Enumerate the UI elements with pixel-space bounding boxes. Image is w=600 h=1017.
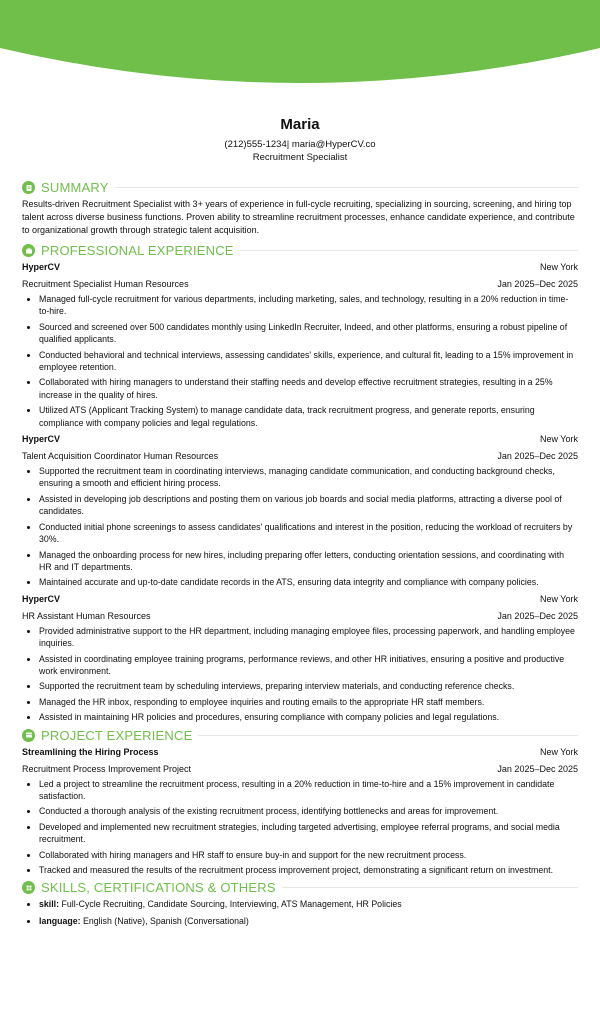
entry-bullets <box>22 625 578 724</box>
section-divider <box>115 187 578 188</box>
projects-section-header <box>22 728 578 743</box>
bullet-item: • Developed and implemented new recruitment strategies, including targeted advertising, employee referral programs, and social media recruitment. <box>39 821 578 846</box>
entry-dates: Jan 2025–Dec 2025 <box>497 763 578 774</box>
entry-location: New York <box>539 746 578 757</box>
entry-bullets <box>22 465 578 589</box>
header-wave-decoration <box>0 0 600 90</box>
entry-title: Talent Acquisition Coordinator Human Resources <box>22 451 219 462</box>
experience-title: PROFESSIONAL EXPERIENCE <box>41 243 234 258</box>
summary-title: SUMMARY <box>41 180 109 195</box>
bullet-item: • Collaborated with hiring managers and HR staff to ensure buy-in and support for the new recruitment process. <box>39 849 578 861</box>
briefcase-icon <box>22 244 35 257</box>
entry-location: New York <box>539 593 578 604</box>
bullet-item: • Conducted behavioral and technical interviews, assessing candidates' skills, experience, and cultural fit, leading to a 15% improvement in employee retention. <box>39 349 578 374</box>
skills-list <box>22 898 578 927</box>
experience-section-header <box>22 243 578 258</box>
bullet-item: • Provided administrative support to the HR department, including managing employee files, processing paperwork, and handling employee inquiries. <box>39 625 578 650</box>
section-divider <box>198 735 578 736</box>
entry-company: HyperCV <box>22 593 61 604</box>
bullet-item: • Managed the HR inbox, responding to employee inquiries and routing emails to the appropriate HR staff members. <box>39 696 578 708</box>
section-divider <box>282 887 578 888</box>
summary-text: Results-driven Recruitment Specialist with 3+ years of experience in full-cycle recruiting, specializing in sourcing, screening, and hiring top talent across diverse business functions. Proven ability to streamline recruitment processes, enhance candidate experience, and contribute to organizational growth through strategic talent acquisition. <box>22 199 575 235</box>
experience-entry <box>22 261 578 429</box>
summary-icon <box>22 181 35 194</box>
candidate-name: Maria <box>280 116 320 133</box>
project-entry <box>22 746 578 877</box>
entry-title: HR Assistant Human Resources <box>22 610 151 621</box>
project-icon <box>22 729 35 742</box>
section-divider <box>240 250 578 251</box>
project-name: Streamlining the Hiring Process <box>22 746 159 757</box>
bullet-item: • Maintained accurate and up-to-date candidate records in the ATS, ensuring data integrity and compliance with company policies. <box>39 576 578 588</box>
skills-section-header <box>22 880 578 895</box>
skill-label: skill: <box>39 899 60 910</box>
experience-entry <box>22 433 578 589</box>
projects-title: PROJECT EXPERIENCE <box>41 727 193 743</box>
resume-body <box>22 176 578 931</box>
entry-bullets <box>22 778 578 877</box>
entry-dates: Jan 2025–Dec 2025 <box>497 610 578 621</box>
bullet-item: • Led a project to streamline the recruitment process, resulting in a 20% reduction in time-to-hire and a 15% improvement in candidate satisfaction. <box>39 778 578 803</box>
summary-section-header <box>22 180 578 195</box>
candidate-role: Recruitment Specialist <box>252 152 348 163</box>
entry-location: New York <box>539 262 578 272</box>
skills-icon <box>22 881 35 894</box>
entry-bullets <box>22 293 578 429</box>
bullet-item: • Assisted in developing job descriptions and posting them on various job boards and social media platforms, attracting a diverse pool of candidates. <box>39 493 578 518</box>
language-item <box>39 915 578 927</box>
entry-dates: Jan 2025–Dec 2025 <box>497 279 578 289</box>
bullet-item: • Conducted initial phone screenings to assess candidates' qualifications and interest in the position, reducing the workload of recruiters by 30%. <box>39 521 578 546</box>
bullet-item: • Utilized ATS (Applicant Tracking System) to manage candidate data, track recruitment progress, and generate reports, ensuring compliance with company policies and legal regulations. <box>39 404 578 429</box>
bullet-item: • Managed the onboarding process for new hires, including preparing offer letters, conducting orientation sessions, and coordinating with HR and IT departments. <box>39 549 578 574</box>
bullet-item: • Tracked and measured the results of the recruitment process improvement project, demonstrating a significant return on investment. <box>39 864 578 876</box>
experience-entry <box>22 593 578 724</box>
language-label: language: <box>39 915 81 926</box>
bullet-item: • Collaborated with hiring managers to understand their staffing needs and develop effective recruitment strategies, resulting in a 25% increase in the quality of hires. <box>39 376 578 401</box>
bullet-item: • Assisted in maintaining HR policies and procedures, ensuring compliance with company policies and legal regulations. <box>39 711 578 723</box>
skills-title: SKILLS, CERTIFICATIONS & OTHERS <box>41 880 276 896</box>
entry-company: HyperCV <box>22 434 61 445</box>
entry-company: HyperCV <box>22 262 61 272</box>
bullet-item: • Supported the recruitment team in coordinating interviews, managing candidate communication, and conducting background checks, ensuring a smooth and efficient hiring process. <box>39 465 578 490</box>
skill-value: Full-Cycle Recruiting, Candidate Sourcing, Interviewing, ATS Management, HR Policies <box>61 899 402 910</box>
language-value: English (Native), Spanish (Conversational) <box>83 915 249 926</box>
bullet-item: • Sourced and screened over 500 candidates monthly using LinkedIn Recruiter, Indeed, and other platforms, ensuring a robust pipeline of qualified applicants. <box>39 321 578 346</box>
entry-title: Recruitment Specialist Human Resources <box>22 279 189 289</box>
bullet-item: • Assisted in coordinating employee training programs, performance reviews, and other HR initiatives, ensuring a positive and productive work environment. <box>39 653 578 678</box>
bullet-item: • Managed full-cycle recruitment for various departments, including marketing, sales, and technology, resulting in a 20% reduction in time-to-hire. <box>39 293 578 318</box>
entry-title: Recruitment Process Improvement Project <box>22 763 192 774</box>
resume-header <box>0 116 600 164</box>
skill-item <box>39 898 578 910</box>
bullet-item: • Supported the recruitment team by scheduling interviews, preparing interview materials, and conducting reference checks. <box>39 680 578 692</box>
contact-info: (212)555-1234| maria@HyperCV.co <box>224 139 376 150</box>
entry-dates: Jan 2025–Dec 2025 <box>497 451 578 462</box>
bullet-item: • Conducted a thorough analysis of the existing recruitment process, identifying bottlenecks and areas for improvement. <box>39 805 578 817</box>
entry-location: New York <box>539 434 578 445</box>
